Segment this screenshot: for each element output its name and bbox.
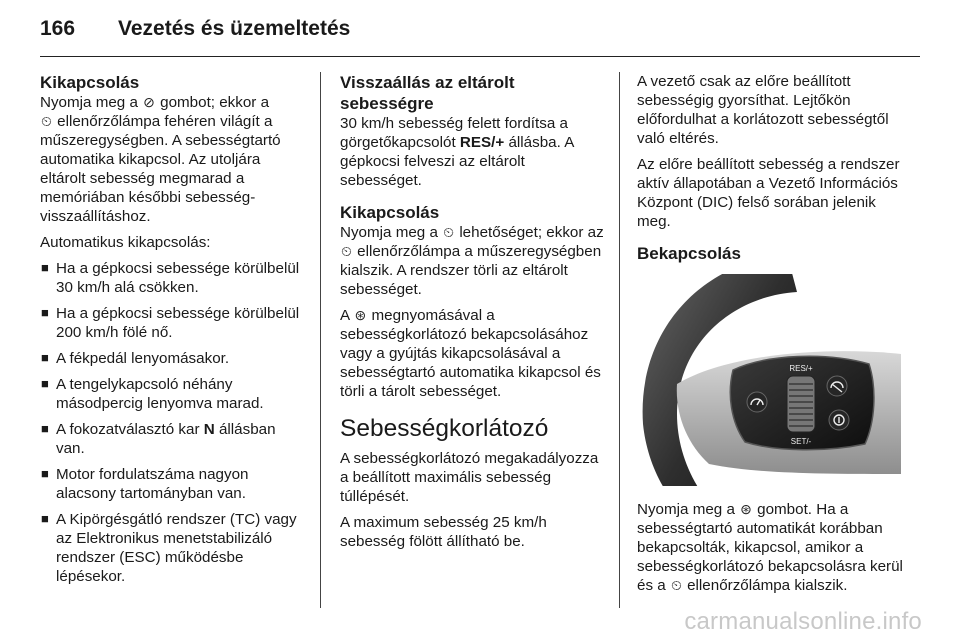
list-item: ■ A tengelykapcsoló néhány másodpercig lenyomva marad. bbox=[40, 375, 305, 413]
page-title: Vezetés és üzemeltetés bbox=[118, 17, 351, 40]
text: ellenőrzőlámpa fehéren világít a műszeregységben. A sebességtartó automatika kikapcsol. Az utoljára eltárolt sebesség megmarad a memóriában későbbi sebesség-visszaállításhoz. bbox=[40, 113, 281, 225]
paragraph-activate bbox=[637, 500, 909, 595]
page-header bbox=[40, 14, 920, 54]
text: megnyomásával a sebességkorlátozó bekapcsolásához vagy a gyújtás kikapcsolásával a sebességtartó automatika kikapcsol és törli a tárolt sebességet. bbox=[340, 307, 601, 400]
cancel-icon: ⊘ bbox=[143, 94, 155, 110]
list-item: ■ Motor fordulatszáma nagyon alacsony tartományban van. bbox=[40, 465, 305, 503]
text: Nyomja meg a bbox=[637, 501, 735, 518]
column-left bbox=[40, 72, 305, 593]
bullet-list bbox=[40, 259, 305, 586]
text: gombot; ekkor a bbox=[160, 94, 270, 111]
indicator-icon: ⏲ bbox=[670, 577, 682, 593]
column-middle bbox=[340, 72, 608, 558]
res-plus-button-label: RES/+ bbox=[789, 364, 813, 373]
text: 30 km/h sebesség felett fordítsa a görgetőkapcsolót bbox=[340, 115, 568, 151]
section-heading-speed-limiter: Sebességkorlátozó bbox=[340, 415, 549, 442]
paragraph-auto-off: Automatikus kikapcsolás: bbox=[40, 234, 211, 251]
page-number: 166 bbox=[40, 17, 76, 40]
text: Nyomja meg a bbox=[40, 94, 138, 111]
paragraph-dic: Az előre beállított sebesség a rendszer aktív állapotában a Vezető Információs Központ (DIC) felső sorában jelenik meg. bbox=[637, 156, 900, 230]
steering-wheel-controls-photo bbox=[637, 274, 901, 486]
indicator-icon: ⏲ bbox=[341, 243, 352, 259]
paragraph-accel: A vezető csak az előre beállított sebességig gyorsíthat. Lejtőkön előfordulhat a korlátozott sebességtől való eltérés. bbox=[637, 73, 889, 147]
gear-position-n: N bbox=[203, 421, 215, 438]
indicator-icon: ⏲ bbox=[443, 224, 455, 240]
section-heading-bekapcsolas: Bekapcsolás bbox=[637, 244, 741, 263]
paragraph-switch-off bbox=[40, 93, 305, 226]
list-item: ■ Ha a gépkocsi sebessége körülbelül 200 km/h fölé nő. bbox=[40, 304, 305, 342]
text: állásban van. bbox=[56, 421, 276, 457]
set-minus-button-label: SET/- bbox=[790, 437, 812, 446]
text: gombot. Ha a sebességtartó automatikát korábban bekapcsolták, kikapcsol, amikor a sebességkorlátozó bekapcsolásra kerül és a bbox=[637, 501, 903, 594]
paragraph-limiter-press bbox=[340, 306, 608, 401]
text: Nyomja meg a bbox=[340, 224, 438, 241]
column-divider bbox=[320, 72, 321, 608]
column-divider bbox=[619, 72, 620, 608]
text: ellenőrzőlámpa a műszeregységben kialszik. A rendszer törli az eltárolt sebességet. bbox=[340, 243, 602, 298]
watermark: carmanualsonline.info bbox=[684, 608, 922, 635]
header-rule bbox=[40, 56, 920, 57]
list-item: ■ A Kipörgésgátló rendszer (TC) vagy az Elektronikus menetstabilizáló rendszer (ESC) működésbe lépésekor. bbox=[40, 510, 305, 586]
text: lehetőséget; ekkor az bbox=[459, 224, 604, 241]
text: állásba. A gépkocsi felveszi az eltárolt sebességet. bbox=[340, 134, 574, 189]
text: A bbox=[340, 307, 350, 324]
steering-wheel-illustration bbox=[637, 274, 901, 486]
text: ellenőrzőlámpa kialszik. bbox=[687, 577, 848, 594]
paragraph-limiter-intro: A sebességkorlátozó megakadályozza a beállított maximális sebesség túllépését. bbox=[340, 450, 599, 505]
list-item: ■ Ha a gépkocsi sebessége körülbelül 30 km/h alá csökken. bbox=[40, 259, 305, 297]
paragraph-resume bbox=[340, 114, 608, 190]
text: A fokozatválasztó kar bbox=[56, 421, 200, 438]
speed-limiter-icon: ⊛ bbox=[740, 501, 752, 517]
list-item: ■ A fékpedál lenyomásakor. bbox=[40, 349, 305, 368]
res-plus-label: RES/+ bbox=[459, 134, 505, 151]
paragraph-switch-off-2 bbox=[340, 223, 608, 299]
list-item bbox=[40, 420, 305, 458]
speed-limiter-icon: ⊛ bbox=[354, 307, 367, 323]
indicator-icon: ⏲ bbox=[41, 113, 52, 129]
section-heading-kikapcsolas: Kikapcsolás bbox=[340, 203, 440, 222]
section-heading-kikapcsolas: Kikapcsolás bbox=[40, 73, 140, 92]
paragraph-limiter-min: A maximum sebesség 25 km/h sebesség fölött állítható be. bbox=[340, 514, 547, 550]
column-right bbox=[637, 72, 909, 602]
section-heading-resume: Visszaállás az eltárolt sebességre bbox=[340, 73, 515, 113]
